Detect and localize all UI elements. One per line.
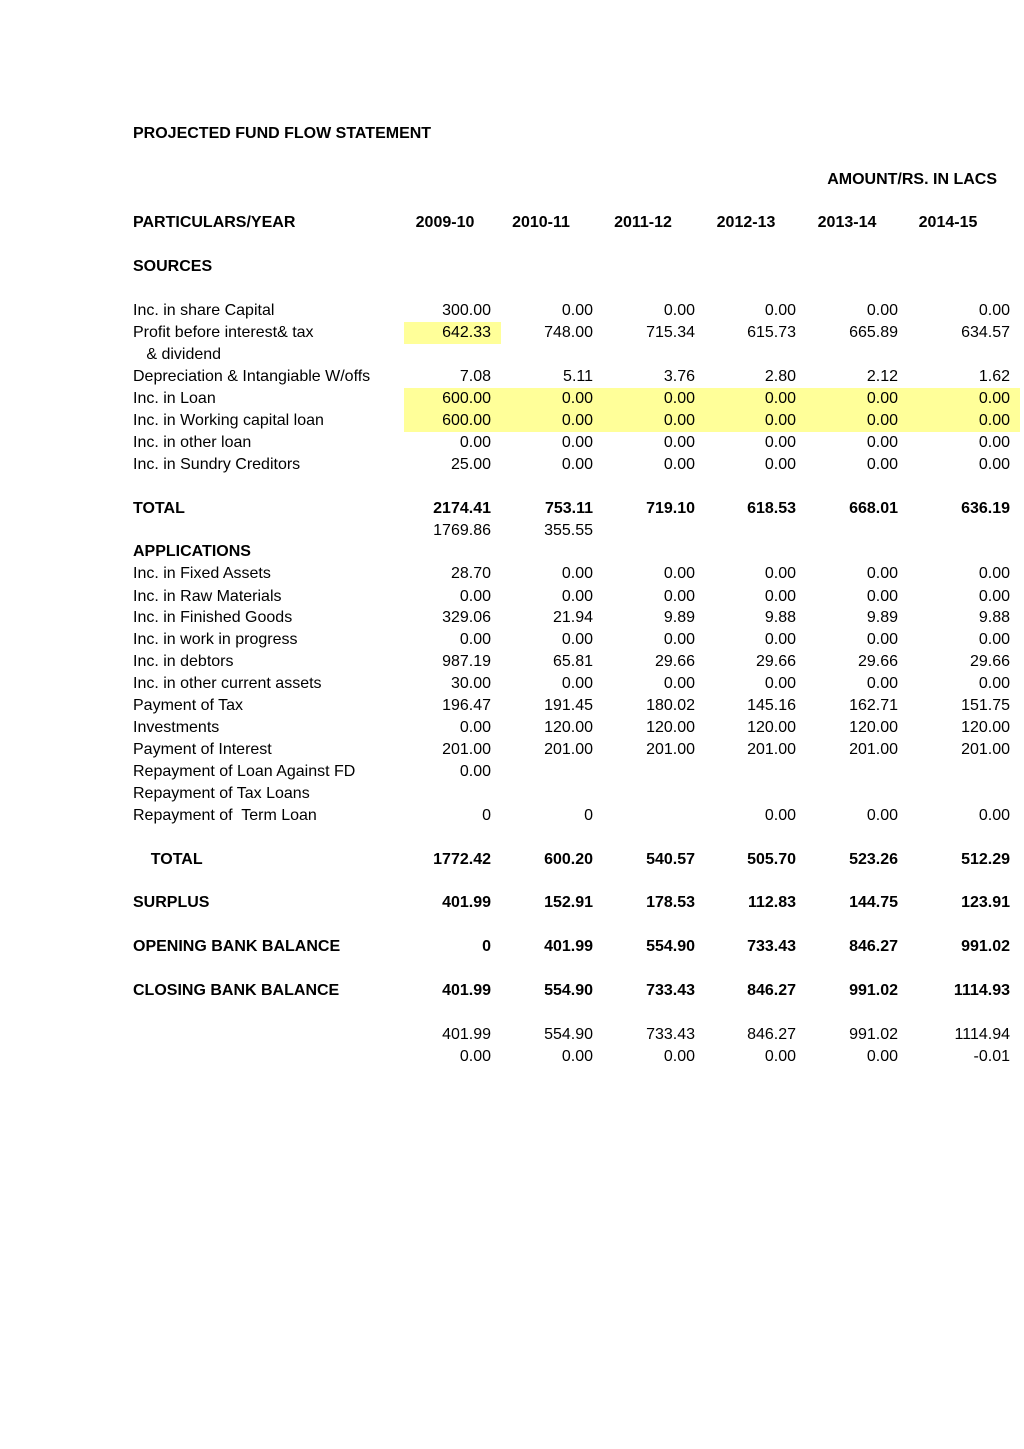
value-cell: 665.89 <box>849 324 898 341</box>
value-cell: 0.00 <box>978 434 1010 451</box>
value-cell: 0.00 <box>561 1048 593 1065</box>
table-row <box>0 454 1024 476</box>
value-cell: 401.99 <box>442 1026 491 1043</box>
value-cell: 28.70 <box>450 565 491 582</box>
value-cell: 201.00 <box>747 741 796 758</box>
value-cell: 0.00 <box>764 1048 796 1065</box>
value-cell: 540.57 <box>646 851 695 868</box>
row-label <box>133 520 405 542</box>
table-row <box>0 695 1024 717</box>
table-row <box>0 783 1024 805</box>
value-cell: 0.00 <box>978 675 1010 692</box>
value-cell: 1114.93 <box>953 982 1010 999</box>
value-cell <box>599 783 695 805</box>
row-label: & dividend <box>133 346 222 363</box>
value-cell: 846.27 <box>849 938 898 955</box>
row-label: Inc. in debtors <box>133 653 234 670</box>
value-cell: 0.00 <box>459 588 491 605</box>
value-cell: 120.00 <box>747 719 796 736</box>
row-label: Inc. in share Capital <box>133 302 275 319</box>
value-cell: 0.00 <box>806 410 908 432</box>
value-cell: 1114.94 <box>954 1026 1010 1043</box>
table-row <box>0 388 1024 410</box>
value-cell <box>395 344 491 366</box>
value-cell: 9.89 <box>866 609 898 626</box>
value-cell <box>497 783 593 805</box>
value-cell: 120.00 <box>849 719 898 736</box>
value-cell: 0.00 <box>866 302 898 319</box>
value-cell: 523.26 <box>849 851 898 868</box>
row-label: Inc. in other current assets <box>133 675 322 692</box>
table-row <box>0 256 1024 278</box>
value-cell: 0.00 <box>501 388 603 410</box>
value-cell: 401.99 <box>544 938 593 955</box>
value-cell: 0.00 <box>764 302 796 319</box>
value-cell: 1769.86 <box>433 522 491 539</box>
table-row <box>0 432 1024 454</box>
value-cell: 0 <box>584 807 593 824</box>
value-cell: 0.00 <box>866 1048 898 1065</box>
row-label: Depreciation & Intangiable W/offs <box>133 368 371 385</box>
value-cell: 7.08 <box>459 368 491 385</box>
value-cell: 668.01 <box>849 500 898 517</box>
value-cell <box>802 541 898 563</box>
value-cell <box>497 344 593 366</box>
value-cell: 0.00 <box>561 631 593 648</box>
value-cell: 0.00 <box>459 763 491 780</box>
value-cell: 554.90 <box>646 938 695 955</box>
table-row <box>0 366 1024 388</box>
table-row <box>0 1046 1024 1068</box>
header-label: PARTICULARS/YEAR <box>133 214 296 231</box>
row-label: Inc. in work in progress <box>133 631 298 648</box>
value-cell: 0.00 <box>459 1048 491 1065</box>
table-row <box>0 651 1024 673</box>
value-cell: 0.00 <box>561 565 593 582</box>
value-cell: 0.00 <box>459 434 491 451</box>
value-cell: 0.00 <box>978 302 1010 319</box>
value-cell <box>802 256 898 278</box>
unit-note: AMOUNT/RS. IN LACS <box>827 171 997 188</box>
row-label: Inc. in Raw Materials <box>133 588 282 605</box>
value-cell <box>914 256 1010 278</box>
table-row <box>0 629 1024 651</box>
value-cell <box>802 783 898 805</box>
value-cell: 0.00 <box>501 410 603 432</box>
value-cell: 0.00 <box>663 565 695 582</box>
year-header: 2009-10 <box>415 214 475 231</box>
row-label: Investments <box>133 719 220 736</box>
value-cell: 152.91 <box>544 894 593 911</box>
value-cell: 30.00 <box>450 675 491 692</box>
value-cell: 0.00 <box>705 410 806 432</box>
value-cell: 0.00 <box>978 631 1010 648</box>
value-cell: 3.76 <box>663 368 695 385</box>
value-cell: 120.00 <box>961 719 1010 736</box>
table-row <box>0 892 1024 914</box>
value-cell: 0.00 <box>978 456 1010 473</box>
value-cell: 0 <box>482 807 491 824</box>
value-cell <box>914 783 1010 805</box>
value-cell: 0.00 <box>764 807 796 824</box>
value-cell: 29.66 <box>654 653 695 670</box>
value-cell: 0.00 <box>561 434 593 451</box>
table-row <box>0 849 1024 871</box>
value-cell: 9.88 <box>978 609 1010 626</box>
row-label <box>133 1046 405 1068</box>
row-label: APPLICATIONS <box>133 543 251 560</box>
value-cell: 0.00 <box>459 719 491 736</box>
value-cell: 401.99 <box>442 982 491 999</box>
row-label: Payment of Interest <box>133 741 272 758</box>
value-cell: 0.00 <box>603 388 705 410</box>
value-cell: 991.02 <box>961 938 1010 955</box>
value-cell: 642.33 <box>404 322 501 344</box>
value-cell: 0.00 <box>663 1048 695 1065</box>
value-cell <box>497 761 593 783</box>
value-cell: 144.75 <box>849 894 898 911</box>
value-cell <box>802 520 898 542</box>
value-cell: 191.45 <box>544 697 593 714</box>
value-cell: 0.00 <box>908 410 1020 432</box>
value-cell: 991.02 <box>849 1026 898 1043</box>
value-cell <box>700 783 796 805</box>
value-cell: 0.00 <box>663 588 695 605</box>
value-cell: 9.88 <box>764 609 796 626</box>
value-cell: 0.00 <box>561 456 593 473</box>
value-cell: 505.70 <box>747 851 796 868</box>
value-cell: 0.00 <box>764 565 796 582</box>
table-row <box>0 322 1024 344</box>
value-cell: 0.00 <box>561 675 593 692</box>
value-cell <box>395 256 491 278</box>
value-cell: 0.00 <box>866 456 898 473</box>
value-cell: 719.10 <box>646 500 695 517</box>
value-cell: 512.29 <box>961 851 1010 868</box>
value-cell: 9.89 <box>663 609 695 626</box>
value-cell: 401.99 <box>442 894 491 911</box>
value-cell: 748.00 <box>544 324 593 341</box>
value-cell: 733.43 <box>646 982 695 999</box>
value-cell <box>700 541 796 563</box>
value-cell: 615.73 <box>747 324 796 341</box>
table-row <box>0 300 1024 322</box>
table-row <box>0 717 1024 739</box>
table-row <box>0 410 1024 432</box>
value-cell <box>700 344 796 366</box>
value-cell: 0.00 <box>866 588 898 605</box>
value-cell: 2.80 <box>764 368 796 385</box>
value-cell: 0.00 <box>978 565 1010 582</box>
value-cell: 120.00 <box>646 719 695 736</box>
value-cell <box>599 344 695 366</box>
value-cell: 618.53 <box>747 500 796 517</box>
row-label: Inc. in Finished Goods <box>133 609 293 626</box>
value-cell: 29.66 <box>857 653 898 670</box>
value-cell: 0.00 <box>705 388 806 410</box>
row-label: Inc. in Fixed Assets <box>133 565 271 582</box>
row-label <box>133 1024 405 1046</box>
value-cell: 1772.42 <box>433 851 491 868</box>
row-label: Repayment of Term Loan <box>133 807 317 824</box>
value-cell: 201.00 <box>849 741 898 758</box>
value-cell: 0.00 <box>866 565 898 582</box>
unit-row <box>0 169 1024 191</box>
value-cell: 0.00 <box>866 675 898 692</box>
table-row <box>0 541 1024 563</box>
table-row <box>0 673 1024 695</box>
value-cell: 0.00 <box>663 302 695 319</box>
value-cell: 0.00 <box>764 456 796 473</box>
year-header: 2011-12 <box>614 214 672 231</box>
value-cell: 2.12 <box>866 368 898 385</box>
value-cell <box>914 541 1010 563</box>
value-cell <box>497 541 593 563</box>
value-cell <box>700 520 796 542</box>
value-cell: 636.19 <box>961 500 1010 517</box>
row-label: Repayment of Loan Against FD <box>133 763 356 780</box>
value-cell: 733.43 <box>646 1026 695 1043</box>
value-cell: 201.00 <box>544 741 593 758</box>
value-cell: 21.94 <box>552 609 593 626</box>
row-label: Inc. in Sundry Creditors <box>133 456 301 473</box>
value-cell <box>914 344 1010 366</box>
row-label: Inc. in Loan <box>133 390 216 407</box>
value-cell: 145.16 <box>747 697 796 714</box>
value-cell: 151.75 <box>961 697 1010 714</box>
value-cell: 29.66 <box>755 653 796 670</box>
value-cell <box>599 761 695 783</box>
table-row <box>0 761 1024 783</box>
value-cell: 991.02 <box>849 982 898 999</box>
table-row <box>0 586 1024 608</box>
row-label: Profit before interest& tax <box>133 324 314 341</box>
value-cell: 201.00 <box>961 741 1010 758</box>
value-cell <box>914 761 1010 783</box>
value-cell: 0.00 <box>561 588 593 605</box>
value-cell: 753.11 <box>544 500 593 517</box>
value-cell: 0.00 <box>764 434 796 451</box>
table-row <box>0 344 1024 366</box>
value-cell: 180.02 <box>646 697 695 714</box>
value-cell: 0.00 <box>866 631 898 648</box>
table-row <box>0 739 1024 761</box>
value-cell: 29.66 <box>969 653 1010 670</box>
row-label: OPENING BANK BALANCE <box>133 938 341 955</box>
value-cell <box>395 541 491 563</box>
row-label: TOTAL <box>133 851 203 868</box>
value-cell: 0.00 <box>663 456 695 473</box>
table-row <box>0 936 1024 958</box>
value-cell: 120.00 <box>544 719 593 736</box>
year-header: 2014-15 <box>918 214 978 231</box>
table-row <box>0 980 1024 1002</box>
value-cell: 0.00 <box>663 631 695 648</box>
value-cell <box>599 520 695 542</box>
row-label: Inc. in other loan <box>133 434 252 451</box>
value-cell: 0.00 <box>866 434 898 451</box>
value-cell: 162.71 <box>849 697 898 714</box>
value-cell: 0.00 <box>663 434 695 451</box>
table-row <box>0 607 1024 629</box>
value-cell: 2174.41 <box>433 500 491 517</box>
value-cell: 846.27 <box>747 1026 796 1043</box>
value-cell: 0.00 <box>459 631 491 648</box>
value-cell: 1.62 <box>978 368 1010 385</box>
table-row <box>0 498 1024 520</box>
value-cell <box>599 541 695 563</box>
value-cell <box>802 761 898 783</box>
value-cell <box>700 761 796 783</box>
header-row <box>0 212 1024 234</box>
value-cell: 600.00 <box>404 410 501 432</box>
value-cell: -0.01 <box>973 1048 1010 1065</box>
year-header: 2010-11 <box>512 214 570 231</box>
value-cell: 201.00 <box>646 741 695 758</box>
value-cell: 123.91 <box>961 894 1010 911</box>
value-cell <box>802 344 898 366</box>
value-cell: 0.00 <box>978 807 1010 824</box>
value-cell: 554.90 <box>544 1026 593 1043</box>
value-cell: 0.00 <box>866 807 898 824</box>
value-cell: 987.19 <box>442 653 491 670</box>
row-label: TOTAL <box>133 500 185 517</box>
value-cell: 0.00 <box>764 631 796 648</box>
title-row <box>0 123 1024 145</box>
value-cell: 0.00 <box>764 675 796 692</box>
table-row <box>0 805 1024 827</box>
page-title: PROJECTED FUND FLOW STATEMENT <box>133 125 432 142</box>
value-cell: 600.00 <box>404 388 501 410</box>
row-label: SURPLUS <box>133 894 210 911</box>
value-cell: 634.57 <box>961 324 1010 341</box>
value-cell: 178.53 <box>646 894 695 911</box>
value-cell <box>914 520 1010 542</box>
value-cell <box>700 256 796 278</box>
table-row <box>0 1024 1024 1046</box>
value-cell <box>497 256 593 278</box>
value-cell: 600.20 <box>544 851 593 868</box>
value-cell: 0.00 <box>764 588 796 605</box>
value-cell: 0.00 <box>603 410 705 432</box>
value-cell: 0 <box>482 938 491 955</box>
value-cell: 0.00 <box>561 302 593 319</box>
row-label: CLOSING BANK BALANCE <box>133 982 340 999</box>
value-cell: 300.00 <box>442 302 491 319</box>
value-cell: 65.81 <box>552 653 593 670</box>
value-cell <box>599 256 695 278</box>
row-label: Repayment of Tax Loans <box>133 785 310 802</box>
table-row <box>0 563 1024 585</box>
year-header: 2012-13 <box>716 214 776 231</box>
value-cell: 0.00 <box>978 588 1010 605</box>
value-cell: 5.11 <box>563 368 593 385</box>
row-label: Payment of Tax <box>133 697 243 714</box>
value-cell: 201.00 <box>442 741 491 758</box>
row-label: SOURCES <box>133 258 213 275</box>
value-cell: 329.06 <box>442 609 491 626</box>
value-cell: 25.00 <box>450 456 491 473</box>
value-cell: 0.00 <box>908 388 1020 410</box>
row-label: Inc. in Working capital loan <box>133 412 324 429</box>
value-cell <box>599 805 695 827</box>
value-cell: 554.90 <box>544 982 593 999</box>
value-cell: 0.00 <box>663 675 695 692</box>
value-cell: 0.00 <box>806 388 908 410</box>
year-header: 2013-14 <box>817 214 877 231</box>
value-cell: 733.43 <box>747 938 796 955</box>
value-cell: 846.27 <box>747 982 796 999</box>
table-row <box>0 520 1024 542</box>
value-cell <box>395 783 491 805</box>
value-cell: 715.34 <box>646 324 695 341</box>
value-cell: 196.47 <box>442 697 491 714</box>
value-cell: 112.83 <box>747 894 796 911</box>
value-cell: 355.55 <box>544 522 593 539</box>
